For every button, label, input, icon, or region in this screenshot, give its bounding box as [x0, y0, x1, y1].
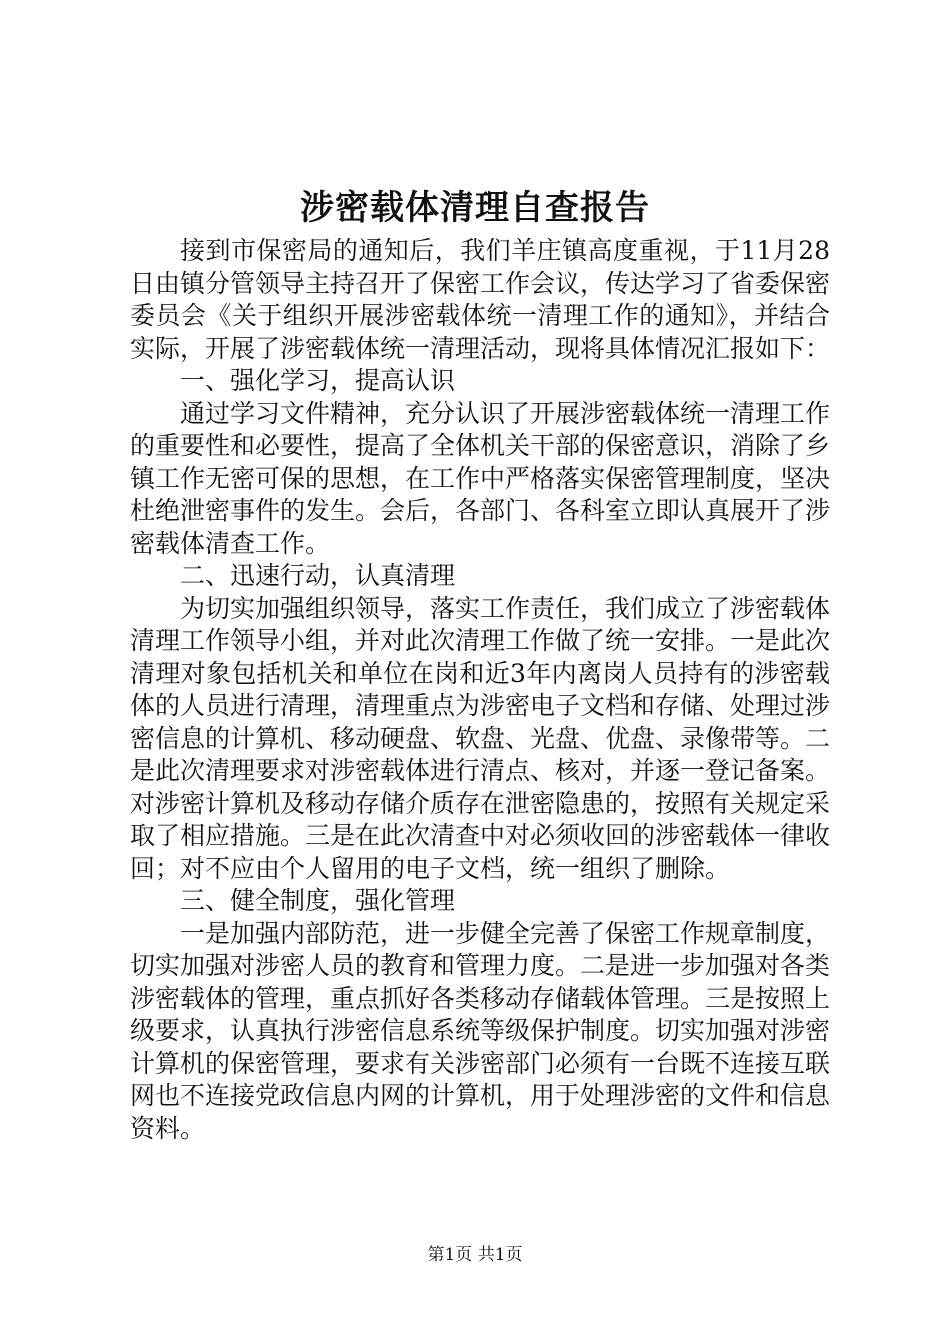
intro-paragraph: 接到市保密局的通知后，我们羊庄镇高度重视，于11月28日由镇分管领导主持召开了保密工作会议，传达学习了省委保密委员会《关于组织开展涉密载体统一清理工作的通知》，并结合实际，开展了涉密载体统一清理活动，现将具体情况汇报如下：: [130, 236, 831, 363]
document-title: 涉密载体清理自查报告: [300, 188, 650, 228]
section-paragraph-2: 为切实加强组织领导，落实工作责任，我们成立了涉密载体清理工作领导小组，并对此次清理工作做了统一安排。一是此次清理对象包括机关和单位在岗和近3年内离岗人员持有的涉密载体的人员进行清理，清理重点为涉密电子文档和存储、处理过涉密信息的计算机、移动硬盘、软盘、光盘、优盘、录像带等。二是此次清理要求对涉密载体进行清点、核对，并逐一登记备案。对涉密计算机及移动存储介质存在泄密隐患的，按照有关规定采取了相应措施。三是在此次清查中对必须收回的涉密载体一律收回；对不应由个人留用的电子文档，统一组织了删除。: [130, 593, 831, 883]
section-paragraph-1: 通过学习文件精神，充分认识了开展涉密载体统一清理工作的重要性和必要性，提高了全体机关干部的保密意识，消除了乡镇工作无密可保的思想，在工作中严格落实保密管理制度，坚决杜绝泄密事件的发生。会后，各部门、各科室立即认真展开了涉密载体清查工作。: [130, 398, 831, 558]
section-paragraph-3: 一是加强内部防范，进一步健全完善了保密工作规章制度，切实加强对涉密人员的教育和管理力度。二是进一步加强对各类涉密载体的管理，重点抓好各类移动存储载体管理。三是按照上级要求，认真执行涉密信息系统等级保护制度。切实加强对涉密计算机的保密管理，要求有关涉密部门必须有一台既不连接互联网也不连接党政信息内网的计算机，用于处理涉密的文件和信息资料。: [130, 918, 831, 1143]
section-heading-3: 三、健全制度，强化管理: [180, 886, 456, 915]
document-body: [130, 235, 830, 1145]
section-heading-1: 一、强化学习，提高认识: [180, 366, 456, 395]
section-heading-2: 二、迅速行动，认真清理: [180, 561, 456, 590]
page-number-footer: 第1页 共1页: [427, 1245, 523, 1265]
